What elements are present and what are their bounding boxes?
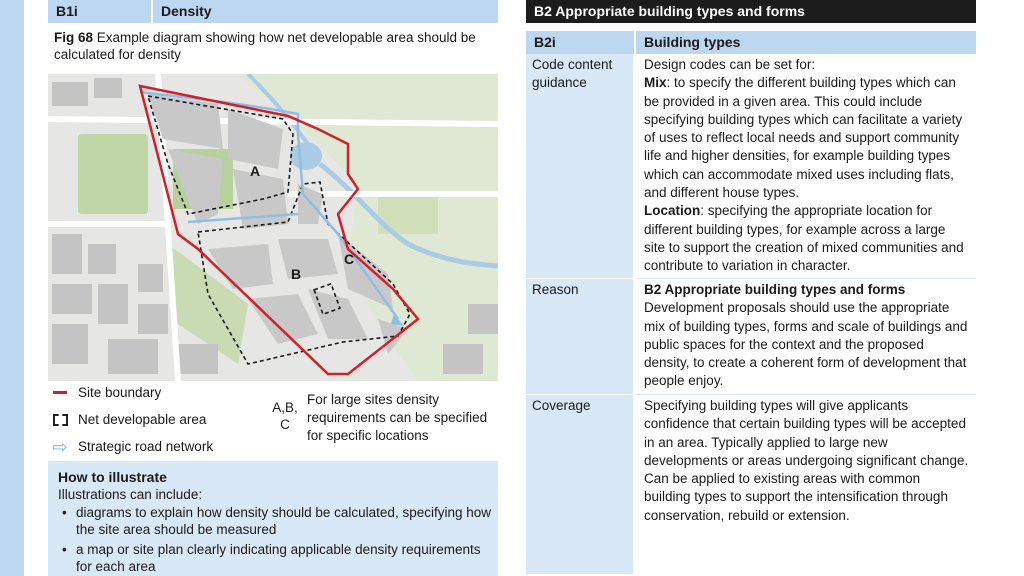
row-reason	[526, 278, 976, 394]
guidance-intro: Design codes can be set for:	[644, 57, 816, 72]
legend-abc: A,B, C	[272, 400, 298, 432]
site-map-diagram	[48, 74, 498, 381]
road-arrow-icon: ⇨	[52, 436, 68, 457]
legend-net-area-label: Net developable area	[78, 412, 207, 427]
row-coverage	[526, 394, 976, 574]
figure-label: Fig 68	[54, 30, 94, 45]
reason-heading: B2 Appropriate building types and forms	[644, 282, 906, 297]
b2-section-title: B2 Appropriate building types and forms	[526, 0, 976, 23]
map-label-a: A	[250, 163, 261, 179]
building-types-panel	[526, 0, 976, 576]
legend-net-area	[50, 412, 206, 427]
left-edge-band	[0, 0, 24, 576]
how-to-illustrate-box	[48, 461, 498, 576]
how-to-list	[48, 504, 498, 575]
location-term: Location	[644, 203, 701, 219]
map-label-b: B	[291, 266, 302, 282]
b1i-title: Density	[153, 0, 498, 23]
guidance-location	[644, 202, 970, 275]
row-coverage-label: Coverage	[526, 394, 636, 574]
b2i-title: Building types	[636, 31, 976, 54]
row-reason-body	[636, 278, 976, 394]
row-guidance	[526, 54, 976, 278]
how-to-intro: Illustrations can include:	[58, 487, 203, 502]
b1i-header	[48, 0, 498, 23]
figure-caption-text: Example diagram showing how net developable area should be calculated for density	[54, 30, 476, 62]
legend-site-boundary	[50, 385, 161, 400]
b2i-code: B2i	[526, 31, 636, 54]
guidance-mix	[644, 74, 970, 202]
coverage-text: Specifying building types will give applicants confidence that certain building types will be accepted in an area. Typically applied to large new developments or areas undergoing significant change. Can be applied to existing areas with common building types to support the intensification through conservation, rebuild or extension.	[644, 398, 969, 523]
dashed-box-icon	[50, 414, 70, 426]
reason-text: Development proposals should use the appropriate mix of building types, forms and scale of buildings and public spaces for the context and the proposed density, to create a coherent form of development that people enjoy.	[644, 300, 968, 389]
row-guidance-label: Code content guidance	[526, 54, 636, 278]
figure-caption	[54, 29, 498, 63]
legend-road-network	[50, 436, 214, 457]
site-map-svg	[48, 74, 498, 381]
density-panel	[48, 0, 498, 576]
list-item: • a map or site plan clearly indicating applicable density requirements for each area	[48, 541, 498, 575]
map-legend	[48, 385, 498, 459]
legend-site-boundary-label: Site boundary	[78, 385, 162, 400]
row-reason-label: Reason	[526, 278, 636, 394]
map-label-c: C	[344, 251, 355, 267]
mix-text: : to specify the different building types which can be provided in a given area. This could include specifying building types which can facilitate a variety of uses to reflect local needs and support community life and higher densities, for example building types which can accommodate mixed uses including flats, and different house types.	[644, 75, 963, 201]
mix-term: Mix	[644, 75, 667, 91]
legend-abc-text: For large sites density requirements can be specified for specific locations	[307, 392, 488, 443]
row-coverage-body	[636, 394, 976, 574]
red-line-icon	[50, 391, 70, 394]
row-guidance-body	[636, 54, 976, 278]
list-item: • diagrams to explain how density should be calculated, specifying how the site area should be measured	[48, 504, 498, 538]
b2i-header	[526, 31, 976, 54]
location-text: : specifying the appropriate location for different building types, for example across a large site to support the creation of mixed communities and contribute to variation in character.	[644, 203, 964, 274]
b1i-code: B1i	[48, 0, 153, 23]
legend-road-network-label: Strategic road network	[78, 439, 214, 454]
how-to-title: How to illustrate	[58, 469, 167, 485]
